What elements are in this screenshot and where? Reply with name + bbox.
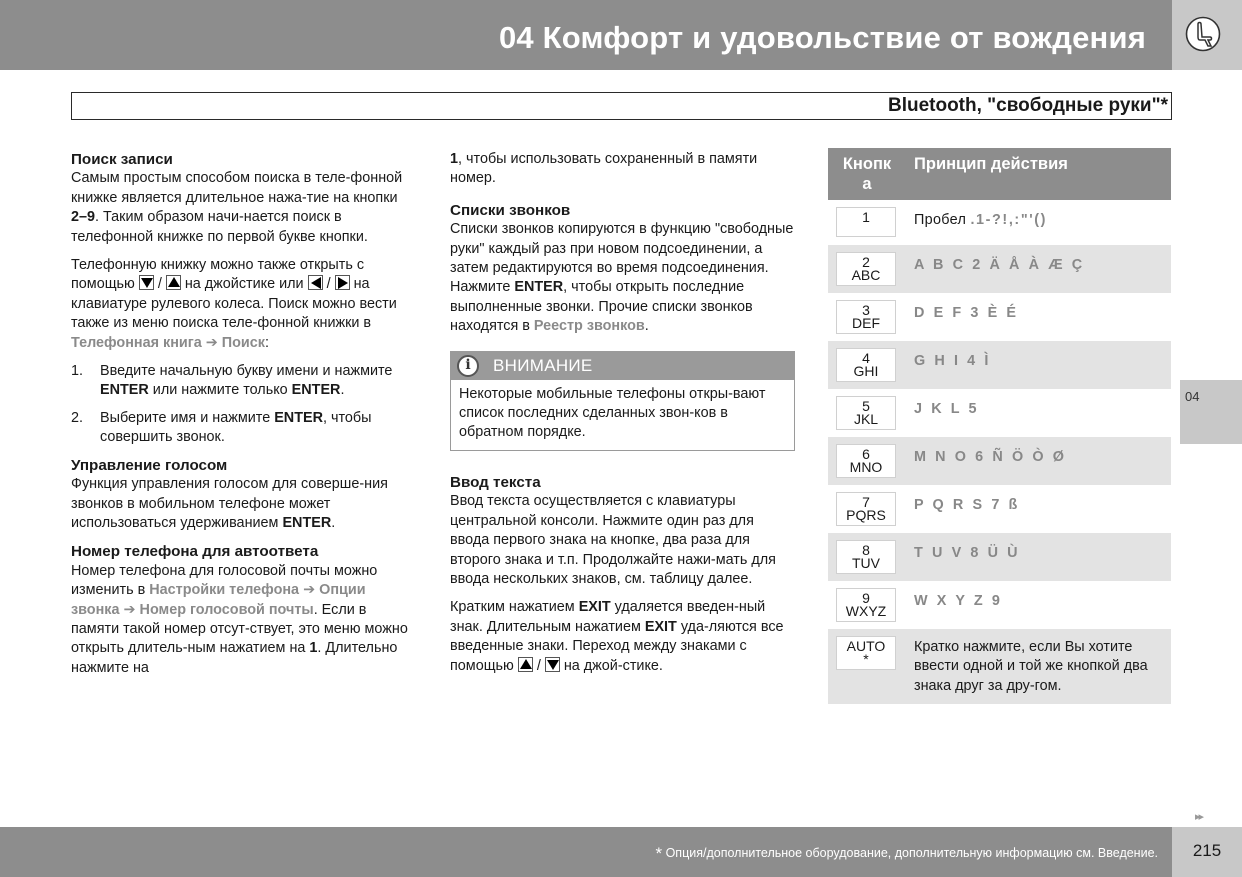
keypad-key-7: 7 PQRS xyxy=(836,492,896,526)
note-box xyxy=(450,351,795,451)
note-text: Некоторые мобильные телефоны откры-вают список последних сделанных звон-ков в обратном порядке. xyxy=(459,385,766,441)
textinput-paragraph-2: Кратким нажатием EXIT удаляется введен-ный знак. Длительным нажатием EXIT уда-ляются все введенные знаки. Переход между знаками с помощью / на джой-стике. xyxy=(450,599,784,674)
autoreply-heading: Номер телефона для автоответа xyxy=(71,543,319,561)
table-header-function: Принцип действия xyxy=(906,148,1171,200)
key-chars: T U V 8 Ü Ù xyxy=(906,533,1171,581)
call-log-link[interactable]: Реестр звонков xyxy=(533,318,645,335)
footer-note: * Опция/дополнительное оборудование, дополнительную информацию см. Введение. xyxy=(655,844,1158,863)
key-chars: W X Y Z 9 xyxy=(906,581,1171,629)
key-chars: P Q R S 7 ß xyxy=(906,485,1171,533)
chapter-side-tab-label: 04 xyxy=(1185,389,1200,404)
table-header-key: Кнопк а xyxy=(828,148,906,200)
list-item: 1. Введите начальную букву имени и нажмите ENTER или нажмите только ENTER. xyxy=(71,363,393,399)
section-title: Bluetooth, "свободные руки"* xyxy=(887,95,1168,116)
table-header-row xyxy=(828,148,1171,200)
text-column-2 xyxy=(450,150,795,685)
list-item: 2. Выберите имя и нажмите ENTER, чтобы совершить звонок. xyxy=(71,409,372,446)
arrow-left-key-icon xyxy=(308,275,323,290)
table-row xyxy=(828,200,1171,245)
table-row xyxy=(828,437,1171,485)
note-header xyxy=(451,352,794,380)
arrow-up-key-icon xyxy=(166,275,181,290)
arrow-up-key-icon xyxy=(518,657,533,672)
seat-icon xyxy=(1185,16,1221,52)
table-row xyxy=(828,533,1171,581)
table-row xyxy=(828,581,1171,629)
chapter-title: 04 Комфорт и удовольствие от вождения xyxy=(498,20,1146,55)
voice-paragraph: Функция управления голосом для соверше-ния звонков в мобильном телефоне может использоваться удерживанием ENTER. xyxy=(71,476,388,531)
keypad-key-2: 2 ABC xyxy=(836,252,896,286)
keypad-key-5: 5 JKL xyxy=(836,396,896,430)
table-row xyxy=(828,293,1171,341)
key-chars: J K L 5 xyxy=(906,389,1171,437)
keypad-key-1: 1 xyxy=(836,207,896,237)
table-row xyxy=(828,341,1171,389)
key-chars: D E F 3 È É xyxy=(906,293,1171,341)
table-row xyxy=(828,629,1171,704)
search-heading: Поиск записи xyxy=(71,151,173,168)
calls-paragraph: Списки звонков копируются в функцию "свободные руки" каждый раз при новом подсоединении, а затем редактируются во время подсоединения. Нажмите ENTER, чтобы открыть последние выполненные звонки. Прочие списки звонков находятся в Реестр звонков. xyxy=(450,221,794,335)
note-title: ВНИМАНИЕ xyxy=(493,355,593,375)
key-chars: G H I 4 Ì xyxy=(906,341,1171,389)
keypad-key-3: 3 DEF xyxy=(836,300,896,334)
table-row xyxy=(828,485,1171,533)
key-chars: A B C 2 Ä Å À Æ Ç xyxy=(906,245,1171,293)
keypad-key-9: 9 WXYZ xyxy=(836,588,896,622)
table-row xyxy=(828,389,1171,437)
key-chars-table xyxy=(828,148,1171,704)
key-chars: Кратко нажмите, если Вы хотите ввести одной и той же кнопкой два знака друг за дру-гом. xyxy=(906,629,1171,704)
keypad-key-4: 4 GHI xyxy=(836,348,896,382)
calls-heading: Списки звонков xyxy=(450,201,571,219)
textinput-heading: Ввод текста xyxy=(450,473,541,491)
autoreply-paragraph: Номер телефона для голосовой почты можно изменить в Настройки телефона ➔ Опции звонка ➔ Номер голосовой почты. Если в памяти такой номер отсут-ствует, это меню можно открыть длитель-ным нажатием на 1. Длительно нажмите на xyxy=(71,562,408,676)
keypad-key-6: 6 MNO xyxy=(836,444,896,478)
search-paragraph-2: Телефонную книжку можно также открыть с помощью / на джойстике или / на клавиатуре рулевого колеса. Поиск можно вести также из меню поиска теле-фонной книжки в Телефонная книга ➔ Поиск: xyxy=(71,257,397,351)
continued-paragraph: 1, чтобы использовать сохраненный в памяти номер. xyxy=(450,151,758,187)
search-paragraph-1: Самым простым способом поиска в теле-фонной книжке является длительное нажа-тие на кнопки 2–9. Таким образом начи-нается поиск в телефонной книжке по первой букве кнопки. xyxy=(71,170,403,245)
key-chars: Пробел .1-?!,:"'() xyxy=(906,200,1171,245)
page-number: 215 xyxy=(1192,841,1222,860)
textinput-paragraph-1: Ввод текста осуществляется с клавиатуры центральной консоли. Нажмите один раз для ввода первого знака на кнопке, два раза для второго знака и т.п. Продолжайте нажи-мать для ввода нескольких знаков, см. таблицу далее. xyxy=(450,493,776,587)
text-column-1 xyxy=(71,150,416,687)
search-steps-list xyxy=(71,362,416,448)
keypad-key-auto: AUTO * xyxy=(836,636,896,670)
voice-heading: Управление голосом xyxy=(71,456,228,474)
phonebook-search-menu-link[interactable]: Телефонная книга ➔ Поиск xyxy=(71,334,265,351)
arrow-right-key-icon xyxy=(335,275,350,290)
next-page-marker-icon: ▸▸ xyxy=(1195,811,1203,823)
info-icon: i xyxy=(457,355,479,377)
table-row xyxy=(828,245,1171,293)
arrow-down-key-icon xyxy=(545,657,560,672)
voicemail-settings-link[interactable]: Настройки телефона ➔ Опции звонка ➔ Номер голосовой почты xyxy=(71,582,366,618)
key-chars: M N O 6 Ñ Ö Ò Ø xyxy=(906,437,1171,485)
keypad-key-8: 8 TUV xyxy=(836,540,896,574)
arrow-down-key-icon xyxy=(139,275,154,290)
